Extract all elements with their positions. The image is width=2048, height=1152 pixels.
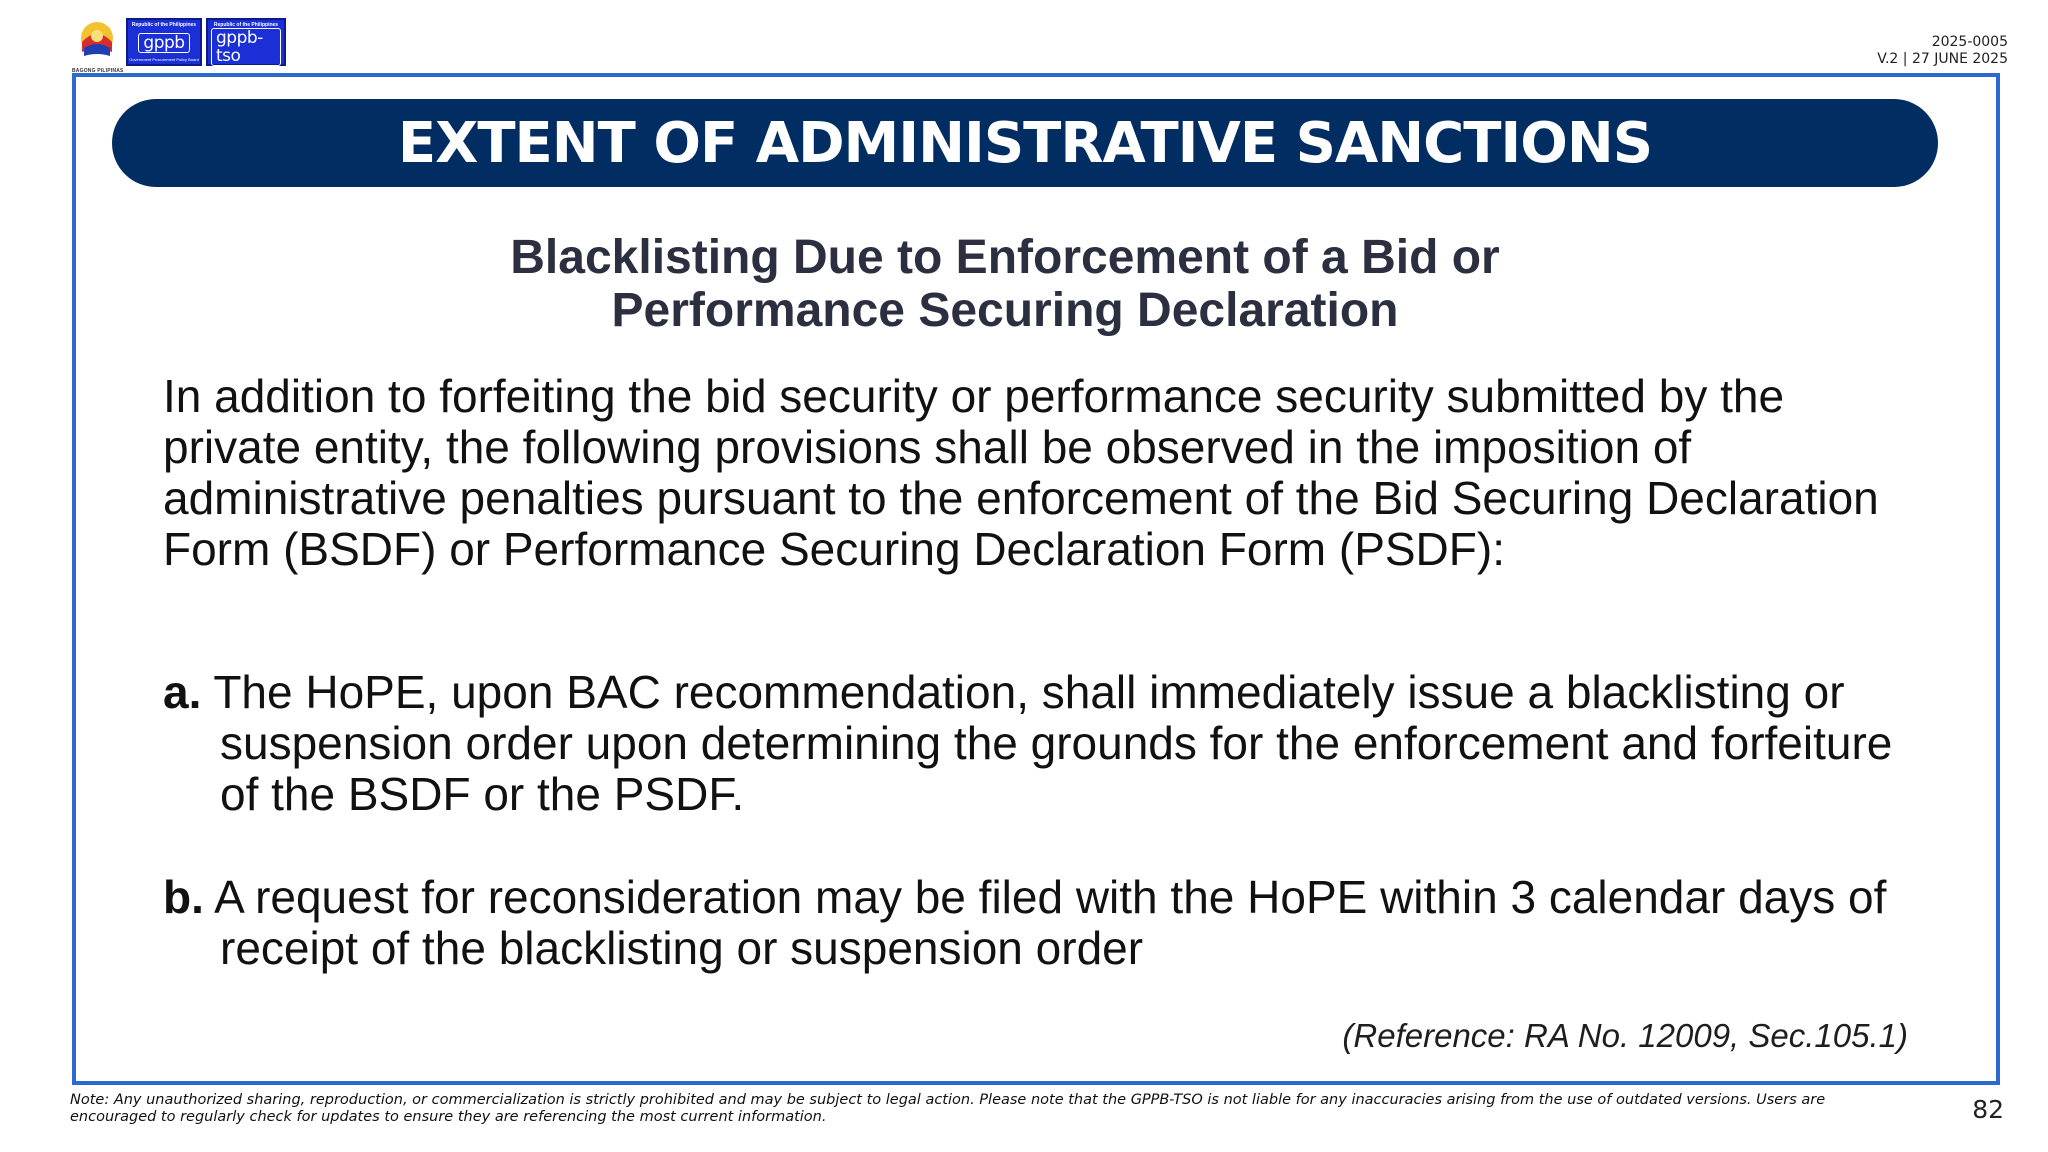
- gppb-logo: [126, 18, 202, 66]
- list-item: [163, 667, 1923, 820]
- page-number: 82: [1972, 1095, 2004, 1124]
- slide-subtitle: [300, 231, 1710, 337]
- subtitle-line-2: Performance Securing Declaration: [611, 284, 1399, 337]
- header-logos: [72, 18, 286, 72]
- title-bar: [112, 99, 1938, 187]
- list-item-marker: a.: [163, 666, 202, 718]
- gppb-tso-logo-sub-text: Technical Support Office: [224, 66, 268, 71]
- gppb-logo-name: gppb: [138, 33, 189, 53]
- bagong-pilipinas-seal: [72, 18, 122, 72]
- subtitle-line-1: Blacklisting Due to Enforcement of a Bid or: [510, 231, 1500, 284]
- gppb-logo-top-text: Republic of the Philippines: [131, 22, 197, 28]
- slide-title: EXTENT OF ADMINISTRATIVE SANCTIONS: [397, 110, 1653, 176]
- doc-number: 2025-0005: [1931, 34, 2008, 50]
- gppb-tso-logo: [206, 18, 286, 71]
- gppb-logo-sub-text: Government Procurement Policy Board: [129, 57, 199, 62]
- list-item-text: The HoPE, upon BAC recommendation, shall immediately issue a blacklisting or suspension order upon determining the grounds for the enforcement and forfeiture of the BSDF or the PSDF.: [213, 666, 1893, 820]
- doc-version: V.2 | 27 JUNE 2025: [1877, 51, 2008, 67]
- reference-citation: (Reference: RA No. 12009, Sec.105.1): [1342, 1017, 1908, 1054]
- intro-paragraph: In addition to forfeiting the bid security or performance security submitted by the private entity, the following provisions shall be observed in the imposition of administrative penalties pursuant to the enforcement of the Bid Securing Declaration Form (BSDF) or Performance Securing Declaration Form (PSDF):: [163, 370, 1879, 575]
- document-code: [1877, 34, 2008, 68]
- gppb-tso-logo-top-text: Republic of the Philippines: [213, 22, 279, 28]
- list-item: [163, 872, 1923, 974]
- gppb-tso-logo-name: gppb-tso: [211, 28, 281, 66]
- seal-label: BAGONG PILIPINAS: [72, 68, 124, 74]
- footer-note: Note: Any unauthorized sharing, reproduction, or commercialization is strictly prohibited and may be subject to legal action. Please note that the GPPB-TSO is not liable for any inaccuracies arising from the use of outdated versions. Users are encouraged to regularly check for updates to ensure they are referencing the most current information.: [70, 1092, 1826, 1125]
- sun-seal-icon: [72, 18, 122, 62]
- list-item-marker: b.: [163, 871, 204, 923]
- list-item-text: A request for reconsideration may be filed with the HoPE within 3 calendar days of receipt of the blacklisting or suspension order: [214, 871, 1887, 974]
